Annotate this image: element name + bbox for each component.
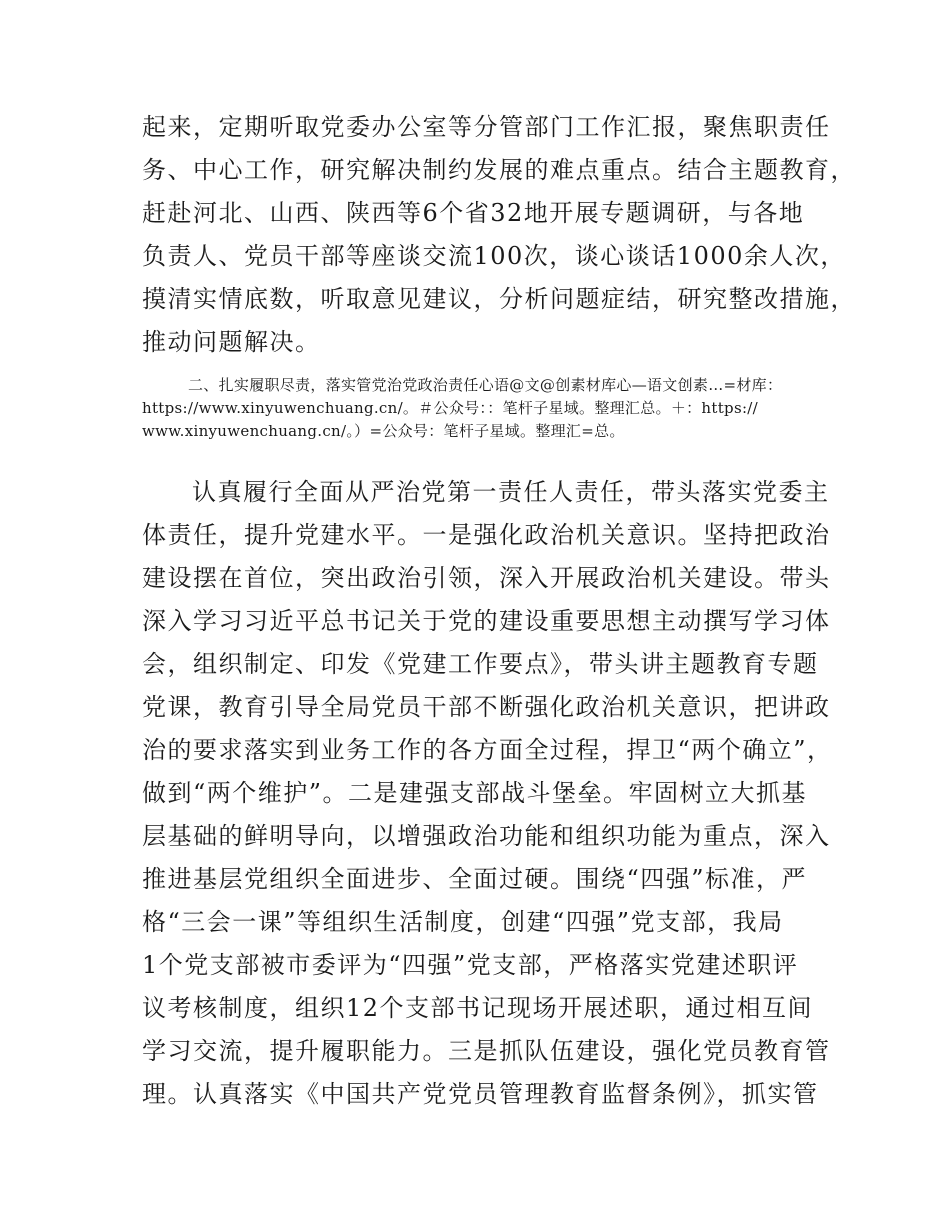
paragraph-line: 务、中心工作，研究解决制约发展的难点重点。结合主题教育，	[142, 156, 856, 184]
paragraph-line: 推进基层党组织全面进步、全面过硬。围绕“四强”标准，严	[142, 865, 808, 893]
paragraph-line: 议考核制度，组织12个支部书记现场开展述职，通过相互间	[142, 994, 814, 1022]
paragraph-line: 党课，教育引导全局党员干部不断强化政治机关意识，把讲政	[142, 693, 831, 721]
paragraph-line: 格“三会一课”等组织生活制度，创建“四强”党支部，我局	[142, 908, 784, 936]
paragraph-line: 做到“两个维护”。二是建强支部战斗堡垒。牢固树立大抓基	[142, 779, 808, 807]
heading-line: www.xinyuwenchuang.cn/。）=公众号：笔杆子星域。整理汇=总。	[142, 422, 625, 440]
paragraph-line: 学习交流，提升履职能力。三是抓队伍建设，强化党员教育管	[142, 1037, 831, 1065]
paragraph-main	[142, 471, 833, 1116]
paragraph-line: 会，组织制定、印发《党建工作要点》，带头讲主题教育专题	[142, 650, 819, 678]
paragraph-line: 认真履行全面从严治党第一责任人责任，带头落实党委主	[192, 478, 830, 506]
section-heading	[142, 374, 822, 443]
paragraph-line: 赶赴河北、山西、陕西等6个省32地开展专题调研，与各地	[142, 199, 805, 227]
paragraph-line: 理。认真落实《中国共产党党员管理教育监督条例》，抓实管	[142, 1080, 819, 1108]
paragraph-line: 摸清实情底数，听取意见建议，分析问题症结，研究整改措施，	[142, 285, 856, 313]
paragraph-line: 推动问题解决。	[142, 328, 321, 356]
paragraph-line: 建设摆在首位，突出政治引领，深入开展政治机关建设。带头	[142, 564, 831, 592]
paragraph-line: 层基础的鲜明导向，以增强政治功能和组织功能为重点，深入	[142, 822, 831, 850]
paragraph-continued	[142, 106, 856, 364]
paragraph-line: 深入学习习近平总书记关于党的建设重要思想主动撰写学习体	[142, 607, 831, 635]
paragraph-line: 负责人、党员干部等座谈交流100次，谈心谈话1000余人次，	[142, 242, 846, 270]
paragraph-line: 1个党支部被市委评为“四强”党支部，严格落实党建述职评	[142, 951, 799, 979]
paragraph-line: 起来，定期听取党委办公室等分管部门工作汇报，聚焦职责任	[142, 113, 831, 141]
heading-line: 二、扎实履职尽责，落实管党治党政治责任心语@文@创素材库心—语文创素…=材库：	[188, 376, 783, 394]
heading-line: https://www.xinyuwenchuang.cn/。＃公众号：：笔杆子星域。整理汇总。＋：https://	[142, 399, 759, 417]
paragraph-line: 体责任，提升党建水平。一是强化政治机关意识。坚持把政治	[142, 521, 831, 549]
paragraph-line: 治的要求落实到业务工作的各方面全过程，捍卫“两个确立”，	[142, 736, 833, 764]
